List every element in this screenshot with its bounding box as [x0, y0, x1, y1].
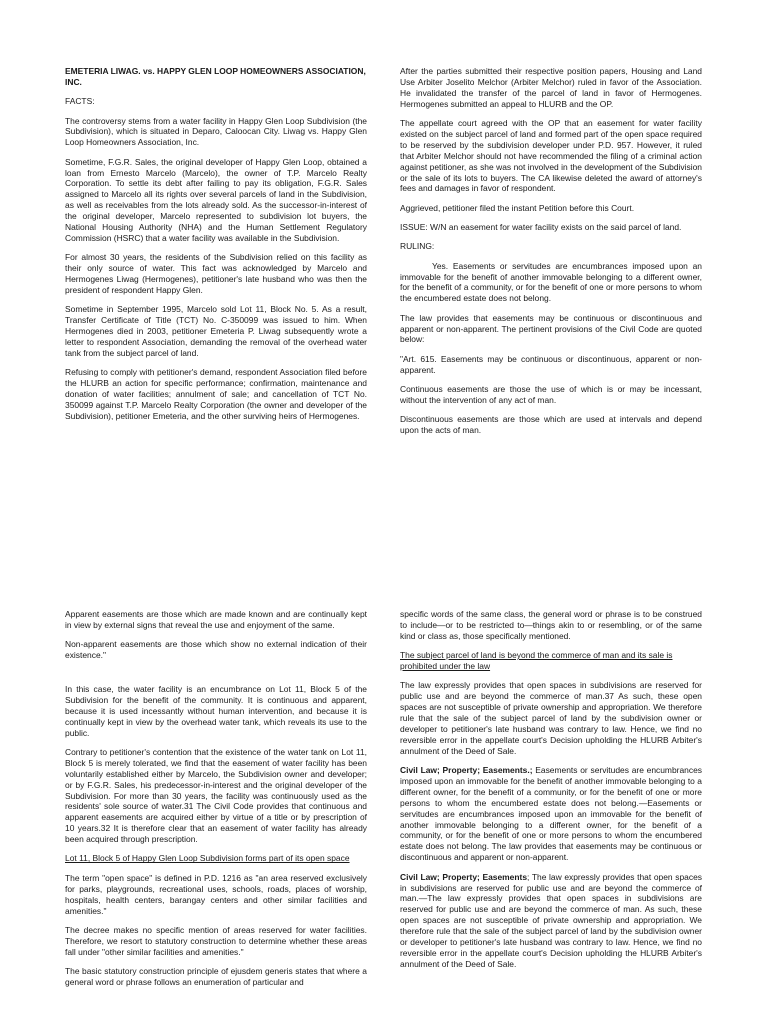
ruling-heading: RULING:: [400, 241, 435, 252]
paragraph: Sometime in September 1995, Marcelo sold Lot 11, Block No. 5. As a result, Transfer Certificate of Title (TCT) No. C-350099 was issued to him. When Hermogenes died in 2003, petitioner Emeteria P. Liwag subsequently wrote a letter to respondent Association, demanding the removal of the overhead water tank from the subject parcel of land.: [65, 304, 367, 358]
paragraph: The decree makes no specific mention of areas reserved for water facilities. Therefore, we resort to statutory construction to determine whether these areas fall under "other similar facilities and amenities.": [65, 924, 367, 957]
paragraph: specific words of the same class, the general word or phrase is to be construed to include—or to be restricted to—things akin to or resembling, or of the same kind or class as, those specifically mentioned.: [400, 609, 702, 641]
paragraph: In this case, the water facility is an encumbrance on Lot 11, Block 5 of the Subdivision for the benefit of the community. It is continuous and apparent, because it is used incessantly without human intervention, and because it is continually kept in view by the overhead water tank, which reveals its use to the public.: [65, 684, 367, 738]
page2-left-column: [65, 609, 367, 996]
issue-paragraph: ISSUE: W/N an easement for water facility exists on the said parcel of land.: [400, 222, 682, 233]
case-title: EMETERIA LIWAG. vs. HAPPY GLEN LOOP HOMEOWNERS ASSOCIATION, INC.: [65, 66, 366, 87]
section-heading: Lot 11, Block 5 of Happy Glen Loop Subdivision forms part of its open space: [65, 853, 350, 864]
syllabus-text: Easements or servitudes are encumbrances imposed upon an immovable for the benefit of another immovable belonging to a different owner, for the benefit of a community, or for the benefit of one or more persons to whom the encumbered estate does not belong.—Easements or servitudes are encumbrances imposed upon an immovable for the benefit of another immovable belonging to a different owner, for the benefit of a community, or for the benefit of one or more persons to whom the encumbered estate does not belong. The law provides that easements may be continuous or discontinuous and apparent or non-apparent.: [400, 765, 702, 863]
paragraph: Contrary to petitioner's contention that the existence of the water tank on Lot 11, Block 5 is merely tolerated, we find that the easement of water facility has been voluntarily established either by Marcelo, the Subdivision owner and developer; or by F.G.R. Sales, his predecessor-in-interest and the original developer of the Subdivision. For more than 30 years, the facility was continuously used as the residents' sole source of water.31 The Civil Code provides that continuous and apparent easements are acquired either by virtue of a title or by prescription of 10 years.32 It is therefore clear that an easement of water facility has already been acquired through prescription.: [65, 746, 367, 845]
facts-heading: FACTS:: [65, 96, 95, 107]
paragraph: Non-apparent easements are those which show no external indication of their existence.": [65, 639, 367, 661]
paragraph: Aggrieved, petitioner filed the instant Petition before this Court.: [400, 202, 635, 213]
syllabus-paragraph: [400, 765, 702, 863]
paragraph: Apparent easements are those which are made known and are continually kept in view by external signs that reveal the use and enjoyment of the same.: [65, 609, 367, 630]
section-heading: The subject parcel of land is beyond the commerce of man and its sale is prohibited under the law: [400, 650, 673, 672]
quoted-article: "Art. 615. Easements may be continuous or discontinuous, apparent or non-apparent.: [400, 353, 702, 375]
paragraph: Yes. Easements or servitudes are encumbrances imposed upon an immovable for the benefit of another immovable belonging to a different owner, for the benefit of a community, or for the benefit of one or more persons to whom the encumbered estate does not belong.: [400, 260, 702, 304]
paragraph: Continuous easements are those the use of which is or may be incessant, without the intervention of any act of man.: [400, 383, 702, 405]
page1-right-column: [400, 66, 702, 444]
paragraph: For almost 30 years, the residents of the Subdivision relied on this facility as their only source of water. This fact was acknowledged by Marcelo and Hermogenes Liwag (Hermogenes), petitioner's late husband who was then the president of respondent Happy Glen.: [65, 252, 367, 295]
paragraph: The basic statutory construction principle of ejusdem generis states that where a general word or phrase follows an enumeration of particular and: [65, 965, 367, 987]
paragraph: Sometime, F.G.R. Sales, the original developer of Happy Glen Loop, obtained a loan from Ernesto Marcelo (Marcelo), the owner of T.P. Marcelo Realty Corporation. To settle its debt after failing to pay its obligation, F.G.R. Sales assigned to Marcelo all its rights over several parcels of land in the Subdivision, as well as receivables from the lots already sold. As the successor-in-interest of the original developer, Marcelo represented to subdivision lot buyers, the National Housing Authority (NHA) and the Human Settlement Regulatory Commission (HSRC) that a water facility was available in the Subdivision.: [65, 156, 367, 243]
syllabus-paragraph: [400, 872, 702, 970]
syllabus-text: ; The law expressly provides that open spaces in subdivisions are reserved for public use and are beyond the commerce of man.—The law expressly provides that open spaces in subdivisions are reserved for public use and are beyond the commerce of man. As such, these open spaces are not susceptible of private ownership and appropriation. We therefore rule that the sale of the subject parcel of land by the subdivision owner or developer to petitioner's late husband was contrary to law. Hence, we find no reversible error in the appellate court's Decision upholding the HLURB Arbiter's annulment of the Deed of Sale.: [400, 871, 702, 969]
paragraph: Refusing to comply with petitioner's demand, respondent Association filed before the HLURB an action for specific performance; confirmation, maintenance and donation of water facilities; annulment of sale; and cancellation of TCT No. 350099 against T.P. Marcelo Realty Corporation (the owner and developer of the Subdivision), petitioner Emeteria, and the other surviving heirs of Hermogenes.: [65, 367, 367, 421]
paragraph: After the parties submitted their respective position papers, Housing and Land Use Arbiter Joselito Melchor (Arbiter Melchor) ruled in favor of the Association. He invalidated the transfer of the parcel of land in favor of Hermogenes. Hermogenes submitted an appeal to HLURB and the OP.: [400, 66, 702, 109]
page1-left-column: [65, 66, 367, 430]
paragraph: The appellate court agreed with the OP that an easement for water facility existed on the subject parcel of land and formed part of the open space required to be reserved by the subdivision developer under P.D. 957. However, it ruled that Arbiter Melchor should not have recommended the filing of a criminal action against petitioner, as she was not involved in the development of the Subdivision or the sale of its lots to buyers. The CA likewise deleted the award of attorney's fees and damages in favor of respondent.: [400, 118, 702, 194]
page2-right-column: [400, 609, 702, 978]
syllabus-lead: Civil Law; Property; Easements.;: [400, 765, 533, 776]
syllabus-lead: Civil Law; Property; Easements: [400, 871, 528, 882]
paragraph: The controversy stems from a water facility in Happy Glen Loop Subdivision (the Subdivision), which is situated in Deparo, Caloocan City. Liwag vs. Happy Glen Loop Homeowners Association, Inc.: [65, 115, 367, 148]
paragraph: The law expressly provides that open spaces in subdivisions are reserved for public use and are beyond the commerce of man.37 As such, these open spaces are not susceptible of private ownership and appropriation. We therefore rule that the sale of the subject parcel of land by the subdivision owner or developer to petitioner's late husband was contrary to law. Hence, we find no reversible error in the appellate court's Decision upholding the HLURB Arbiter's annulment of the Deed of Sale.: [400, 680, 702, 756]
paragraph: The term "open space" is defined in P.D. 1216 as "an area reserved exclusively for parks, playgrounds, recreational uses, schools, roads, places of worship, hospitals, health centers, barangay centers and other similar facilities and amenities.": [65, 872, 367, 916]
paragraph: The law provides that easements may be continuous or discontinuous and apparent or non-apparent. The pertinent provisions of the Civil Code are quoted below:: [400, 312, 702, 345]
paragraph: Discontinuous easements are those which are used at intervals and depend upon the acts of man.: [400, 414, 702, 436]
